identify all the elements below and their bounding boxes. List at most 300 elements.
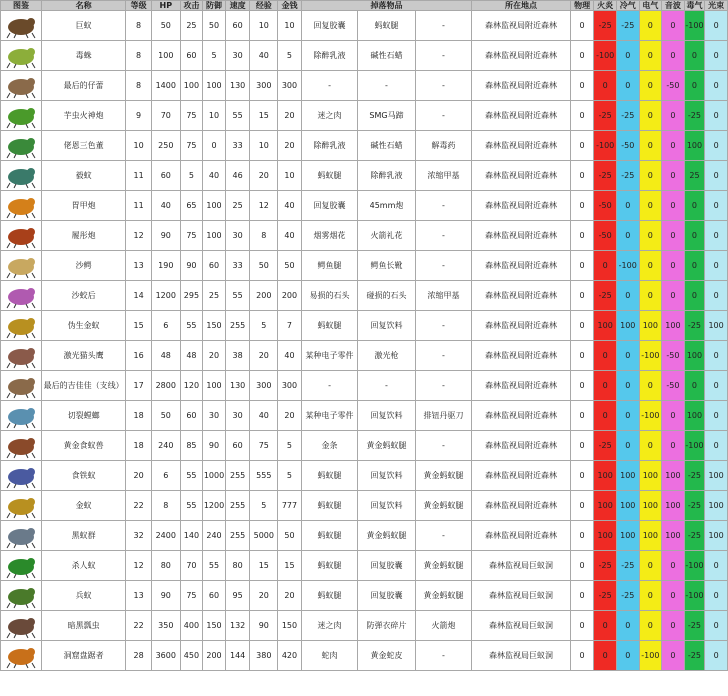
- level-cell: 18: [126, 401, 152, 431]
- drop-3-cell: 黄金蚂蚁腿: [415, 551, 471, 581]
- sonic-resist-cell: 0: [662, 11, 685, 41]
- drop-3-cell: -: [415, 221, 471, 251]
- drop-2-cell: SMG马蹄: [358, 101, 416, 131]
- drop-3-cell: -: [415, 101, 471, 131]
- name-cell: 食铁蚁: [42, 461, 126, 491]
- physical-resist-cell: 0: [570, 281, 594, 311]
- location-cell: 森林监视局巨蚁洞: [472, 641, 571, 671]
- sonic-resist-cell: 0: [662, 551, 685, 581]
- drop-2-cell: 45mm炮: [358, 191, 416, 221]
- fire-resist-cell: -25: [594, 581, 617, 611]
- poison-resist-cell: -100: [684, 11, 705, 41]
- exp-cell: 75: [250, 431, 278, 461]
- light-resist-cell: 0: [705, 191, 728, 221]
- hp-cell: 2400: [151, 521, 180, 551]
- defense-cell: 100: [203, 221, 226, 251]
- sonic-resist-cell: 100: [662, 491, 685, 521]
- physical-resist-cell: 0: [570, 251, 594, 281]
- table-row: [1, 281, 728, 311]
- drop-1-cell: 蚂蚁腿: [301, 311, 357, 341]
- armor-snail-icon: [4, 193, 38, 219]
- electric-resist-cell: 0: [639, 191, 662, 221]
- drop-2-cell: -: [358, 371, 416, 401]
- gold-cell: 20: [278, 131, 302, 161]
- drop-3-cell: -: [415, 251, 471, 281]
- defense-cell: 100: [203, 191, 226, 221]
- fire-resist-cell: 0: [594, 71, 617, 101]
- drop-2-cell: 黄金蚂蚁腿: [358, 521, 416, 551]
- drop-3-cell: 黄金蚂蚁腿: [415, 491, 471, 521]
- attack-cell: 70: [180, 551, 203, 581]
- col-header-light: 光束: [705, 1, 728, 11]
- table-row: [1, 131, 728, 161]
- portrait-cell: [1, 581, 42, 611]
- hp-cell: 1200: [151, 281, 180, 311]
- location-cell: 森林监视局附近森林: [472, 251, 571, 281]
- drop-1-cell: 蚂蚁腿: [301, 161, 357, 191]
- drop-2-cell: 回复饮料: [358, 401, 416, 431]
- defense-cell: 150: [203, 311, 226, 341]
- light-resist-cell: 0: [705, 251, 728, 281]
- col-header-cold: 冷气: [616, 1, 639, 11]
- sonic-resist-cell: 0: [662, 161, 685, 191]
- electric-resist-cell: 100: [639, 461, 662, 491]
- electric-resist-cell: 0: [639, 71, 662, 101]
- gold-cell: 40: [278, 341, 302, 371]
- col-header-poison: 毒气: [684, 1, 705, 11]
- gold-cell: 10: [278, 161, 302, 191]
- header-row: [1, 1, 728, 11]
- drop-1-cell: 易损的石头: [301, 281, 357, 311]
- level-cell: 8: [126, 41, 152, 71]
- attack-cell: 60: [180, 41, 203, 71]
- hp-cell: 250: [151, 131, 180, 161]
- table-row: [1, 311, 728, 341]
- defense-cell: 60: [203, 251, 226, 281]
- fire-resist-cell: -100: [594, 41, 617, 71]
- physical-resist-cell: 0: [570, 461, 594, 491]
- fire-resist-cell: -25: [594, 431, 617, 461]
- sonic-resist-cell: 0: [662, 131, 685, 161]
- col-header-sonic: 音波: [662, 1, 685, 11]
- level-cell: 13: [126, 581, 152, 611]
- poison-resist-cell: -25: [684, 491, 705, 521]
- portrait-cell: [1, 251, 42, 281]
- light-resist-cell: 0: [705, 41, 728, 71]
- light-resist-cell: 0: [705, 11, 728, 41]
- poison-resist-cell: -25: [684, 611, 705, 641]
- exp-cell: 10: [250, 11, 278, 41]
- attack-cell: 55: [180, 491, 203, 521]
- level-cell: 15: [126, 311, 152, 341]
- poison-resist-cell: 0: [684, 371, 705, 401]
- physical-resist-cell: 0: [570, 191, 594, 221]
- name-cell: 切裂螳螂: [42, 401, 126, 431]
- physical-resist-cell: 0: [570, 641, 594, 671]
- speed-cell: 25: [225, 191, 250, 221]
- name-cell: 巨蚁: [42, 11, 126, 41]
- drop-2-cell: 防弹衣碎片: [358, 611, 416, 641]
- fire-resist-cell: -25: [594, 551, 617, 581]
- cold-resist-cell: 0: [616, 641, 639, 671]
- name-cell: 毅蚊: [42, 161, 126, 191]
- drop-2-cell: 黄金蛇皮: [358, 641, 416, 671]
- drop-2-cell: 碰损的石头: [358, 281, 416, 311]
- name-cell: 金蚁: [42, 491, 126, 521]
- gold-cell: 20: [278, 581, 302, 611]
- gold-ant-icon: [4, 493, 38, 519]
- attack-cell: 120: [180, 371, 203, 401]
- level-cell: 11: [126, 161, 152, 191]
- drop-3-cell: 排钮丹驱刀: [415, 401, 471, 431]
- sonic-resist-cell: -50: [662, 71, 685, 101]
- fire-resist-cell: -25: [594, 161, 617, 191]
- portrait-cell: [1, 461, 42, 491]
- cold-resist-cell: -50: [616, 131, 639, 161]
- exp-cell: 40: [250, 401, 278, 431]
- col-header-fire: 火炎: [594, 1, 617, 11]
- speed-cell: 30: [225, 221, 250, 251]
- location-cell: 森林监视局巨蚁洞: [472, 581, 571, 611]
- hp-cell: 80: [151, 551, 180, 581]
- electric-resist-cell: 0: [639, 581, 662, 611]
- level-cell: 11: [126, 191, 152, 221]
- laser-eagle-icon: [4, 343, 38, 369]
- dark-bug-icon: [4, 613, 38, 639]
- sonic-resist-cell: 0: [662, 431, 685, 461]
- gold-cell: 10: [278, 11, 302, 41]
- light-resist-cell: 100: [705, 461, 728, 491]
- attack-cell: 75: [180, 101, 203, 131]
- drop-1-cell: 某种电子零件: [301, 401, 357, 431]
- drop-1-cell: 迷之肉: [301, 101, 357, 131]
- col-header-electric: 电气: [639, 1, 662, 11]
- portrait-cell: [1, 71, 42, 101]
- poison-spider-icon: [4, 43, 38, 69]
- poison-resist-cell: 0: [684, 71, 705, 101]
- level-cell: 13: [126, 251, 152, 281]
- poison-resist-cell: 0: [684, 251, 705, 281]
- ant-swarm-icon: [4, 523, 38, 549]
- hp-cell: 70: [151, 101, 180, 131]
- portrait-cell: [1, 401, 42, 431]
- gold-cell: 200: [278, 281, 302, 311]
- attack-cell: 75: [180, 581, 203, 611]
- defense-cell: 100: [203, 371, 226, 401]
- speed-cell: 255: [225, 461, 250, 491]
- poison-resist-cell: 0: [684, 191, 705, 221]
- attack-cell: 450: [180, 641, 203, 671]
- level-cell: 28: [126, 641, 152, 671]
- table-row: [1, 461, 728, 491]
- hp-cell: 3600: [151, 641, 180, 671]
- cold-resist-cell: 100: [616, 491, 639, 521]
- speed-cell: 46: [225, 161, 250, 191]
- fake-gold-ant-icon: [4, 313, 38, 339]
- attack-cell: 90: [180, 251, 203, 281]
- cold-resist-cell: 0: [616, 41, 639, 71]
- sonic-resist-cell: 0: [662, 101, 685, 131]
- location-cell: 森林监视局附近森林: [472, 521, 571, 551]
- electric-resist-cell: 0: [639, 611, 662, 641]
- ant-lion-icon: [4, 13, 38, 39]
- poison-resist-cell: -100: [684, 581, 705, 611]
- fire-resist-cell: 0: [594, 641, 617, 671]
- level-cell: 16: [126, 341, 152, 371]
- drop-2-cell: 火箭礼花: [358, 221, 416, 251]
- fire-resist-cell: -25: [594, 281, 617, 311]
- gold-cell: 300: [278, 71, 302, 101]
- light-resist-cell: 0: [705, 371, 728, 401]
- poison-resist-cell: 0: [684, 281, 705, 311]
- hp-cell: 240: [151, 431, 180, 461]
- exp-cell: 10: [250, 131, 278, 161]
- light-resist-cell: 100: [705, 311, 728, 341]
- light-resist-cell: 0: [705, 401, 728, 431]
- drop-2-cell: 蚂蚁腿: [358, 11, 416, 41]
- col-header-name: 名称: [42, 1, 126, 11]
- cold-resist-cell: 100: [616, 461, 639, 491]
- attack-cell: 5: [180, 161, 203, 191]
- sonic-resist-cell: 0: [662, 41, 685, 71]
- drop-1-cell: 蚂蚁腿: [301, 581, 357, 611]
- exp-cell: 5000: [250, 521, 278, 551]
- drop-2-cell: 回复饮料: [358, 491, 416, 521]
- sonic-resist-cell: 0: [662, 281, 685, 311]
- speed-cell: 255: [225, 311, 250, 341]
- physical-resist-cell: 0: [570, 581, 594, 611]
- soldier-ant-icon: [4, 583, 38, 609]
- drop-2-cell: -: [358, 71, 416, 101]
- light-resist-cell: 0: [705, 581, 728, 611]
- attack-cell: 65: [180, 191, 203, 221]
- speed-cell: 60: [225, 431, 250, 461]
- name-cell: 最后的仔蕾: [42, 71, 126, 101]
- drop-3-cell: -: [415, 311, 471, 341]
- fire-resist-cell: 0: [594, 371, 617, 401]
- location-cell: 森林监视局附近森林: [472, 281, 571, 311]
- drop-3-cell: -: [415, 41, 471, 71]
- cold-resist-cell: 0: [616, 611, 639, 641]
- name-cell: 黄金食蚁兽: [42, 431, 126, 461]
- light-resist-cell: 0: [705, 101, 728, 131]
- cold-resist-cell: 0: [616, 281, 639, 311]
- poison-resist-cell: -100: [684, 551, 705, 581]
- level-cell: 14: [126, 281, 152, 311]
- drop-1-cell: 烟雾烟花: [301, 221, 357, 251]
- exp-cell: 300: [250, 71, 278, 101]
- speed-cell: 30: [225, 401, 250, 431]
- exp-cell: 50: [250, 251, 278, 281]
- poison-resist-cell: -25: [684, 101, 705, 131]
- fire-resist-cell: 0: [594, 341, 617, 371]
- cold-resist-cell: 0: [616, 401, 639, 431]
- location-cell: 森林监视局附近森林: [472, 11, 571, 41]
- physical-resist-cell: 0: [570, 101, 594, 131]
- name-cell: 兵蚁: [42, 581, 126, 611]
- table-row: [1, 101, 728, 131]
- green-golem-icon: [4, 133, 38, 159]
- level-cell: 10: [126, 131, 152, 161]
- light-resist-cell: 0: [705, 221, 728, 251]
- physical-resist-cell: 0: [570, 161, 594, 191]
- hp-cell: 190: [151, 251, 180, 281]
- electric-resist-cell: 100: [639, 311, 662, 341]
- portrait-cell: [1, 521, 42, 551]
- physical-resist-cell: 0: [570, 341, 594, 371]
- light-resist-cell: 0: [705, 611, 728, 641]
- name-cell: 沙蛟后: [42, 281, 126, 311]
- defense-cell: 5: [203, 41, 226, 71]
- physical-resist-cell: 0: [570, 521, 594, 551]
- speed-cell: 30: [225, 41, 250, 71]
- col-header-defense: 防御: [203, 1, 226, 11]
- exp-cell: 5: [250, 491, 278, 521]
- drop-3-cell: 浓缩甲基: [415, 281, 471, 311]
- exp-cell: 20: [250, 581, 278, 611]
- speed-cell: 33: [225, 131, 250, 161]
- fire-resist-cell: -50: [594, 191, 617, 221]
- crab-icon: [4, 223, 38, 249]
- electric-resist-cell: 100: [639, 491, 662, 521]
- physical-resist-cell: 0: [570, 431, 594, 461]
- gold-cell: 300: [278, 371, 302, 401]
- defense-cell: 240: [203, 521, 226, 551]
- light-resist-cell: 0: [705, 341, 728, 371]
- drop-3-cell: -: [415, 71, 471, 101]
- location-cell: 森林监视局附近森林: [472, 131, 571, 161]
- physical-resist-cell: 0: [570, 611, 594, 641]
- level-cell: 20: [126, 461, 152, 491]
- fire-resist-cell: 0: [594, 611, 617, 641]
- level-cell: 12: [126, 221, 152, 251]
- cyber-mantis-icon: [4, 403, 38, 429]
- table-row: [1, 401, 728, 431]
- exp-cell: 20: [250, 341, 278, 371]
- drop-2-cell: 激光枪: [358, 341, 416, 371]
- level-cell: 8: [126, 11, 152, 41]
- cave-coil-icon: [4, 643, 38, 669]
- drop-1-cell: 回复胶囊: [301, 11, 357, 41]
- drop-3-cell: -: [415, 521, 471, 551]
- table-row: [1, 221, 728, 251]
- speed-cell: 60: [225, 11, 250, 41]
- poison-resist-cell: 0: [684, 41, 705, 71]
- gold-cell: 5: [278, 41, 302, 71]
- light-resist-cell: 100: [705, 491, 728, 521]
- hp-cell: 8: [151, 491, 180, 521]
- gold-cell: 777: [278, 491, 302, 521]
- drop-1-cell: -: [301, 71, 357, 101]
- fire-resist-cell: -25: [594, 11, 617, 41]
- defense-cell: 150: [203, 611, 226, 641]
- table-row: [1, 251, 728, 281]
- sonic-resist-cell: 100: [662, 521, 685, 551]
- attack-cell: 100: [180, 71, 203, 101]
- name-cell: 暗黑瓢虫: [42, 611, 126, 641]
- physical-resist-cell: 0: [570, 311, 594, 341]
- cold-resist-cell: 0: [616, 71, 639, 101]
- exp-cell: 15: [250, 101, 278, 131]
- iron-ant-icon: [4, 463, 38, 489]
- exp-cell: 90: [250, 611, 278, 641]
- speed-cell: 144: [225, 641, 250, 671]
- defense-cell: 1000: [203, 461, 226, 491]
- defense-cell: 200: [203, 641, 226, 671]
- exp-cell: 20: [250, 161, 278, 191]
- electric-resist-cell: 100: [639, 521, 662, 551]
- drop-3-cell: -: [415, 431, 471, 461]
- cold-resist-cell: -100: [616, 251, 639, 281]
- fire-resist-cell: 0: [594, 251, 617, 281]
- portrait-cell: [1, 371, 42, 401]
- poison-resist-cell: 100: [684, 131, 705, 161]
- light-resist-cell: 0: [705, 641, 728, 671]
- name-cell: 履彤炮: [42, 221, 126, 251]
- location-cell: 森林监视局附近森林: [472, 491, 571, 521]
- portrait-cell: [1, 611, 42, 641]
- level-cell: 32: [126, 521, 152, 551]
- attack-cell: 85: [180, 431, 203, 461]
- physical-resist-cell: 0: [570, 221, 594, 251]
- hp-cell: 1400: [151, 71, 180, 101]
- level-cell: 22: [126, 611, 152, 641]
- killer-ant-icon: [4, 553, 38, 579]
- name-cell: 洞窟盘踞者: [42, 641, 126, 671]
- drop-1-cell: 除醉乳液: [301, 131, 357, 161]
- gold-cell: 50: [278, 251, 302, 281]
- poison-resist-cell: -100: [684, 431, 705, 461]
- defense-cell: 60: [203, 581, 226, 611]
- cold-resist-cell: 0: [616, 431, 639, 461]
- name-cell: 芋虫火神炮: [42, 101, 126, 131]
- portrait-cell: [1, 101, 42, 131]
- cold-resist-cell: -25: [616, 551, 639, 581]
- speed-cell: 130: [225, 371, 250, 401]
- electric-resist-cell: 0: [639, 41, 662, 71]
- cold-resist-cell: -25: [616, 11, 639, 41]
- col-header-exp: 经验: [250, 1, 278, 11]
- sonic-resist-cell: 0: [662, 641, 685, 671]
- fire-resist-cell: 0: [594, 401, 617, 431]
- table-row: [1, 371, 728, 401]
- drop-3-cell: 解毒药: [415, 131, 471, 161]
- gold-cell: 15: [278, 551, 302, 581]
- physical-resist-cell: 0: [570, 41, 594, 71]
- light-resist-cell: 0: [705, 131, 728, 161]
- poison-resist-cell: 0: [684, 221, 705, 251]
- location-cell: 森林监视局附近森林: [472, 311, 571, 341]
- cold-resist-cell: 0: [616, 371, 639, 401]
- drop-3-cell: 火箭炮: [415, 611, 471, 641]
- exp-cell: 12: [250, 191, 278, 221]
- light-resist-cell: 0: [705, 431, 728, 461]
- location-cell: 森林监视局附近森林: [472, 431, 571, 461]
- fire-resist-cell: 100: [594, 311, 617, 341]
- poison-resist-cell: 100: [684, 341, 705, 371]
- hp-cell: 6: [151, 311, 180, 341]
- hp-cell: 100: [151, 41, 180, 71]
- exp-cell: 555: [250, 461, 278, 491]
- location-cell: 森林监视局附近森林: [472, 371, 571, 401]
- exp-cell: 5: [250, 311, 278, 341]
- fire-resist-cell: -50: [594, 221, 617, 251]
- cold-resist-cell: 100: [616, 521, 639, 551]
- col-header-speed: 速度: [225, 1, 250, 11]
- hp-cell: 50: [151, 11, 180, 41]
- drop-1-cell: 蚂蚁腿: [301, 551, 357, 581]
- electric-resist-cell: 0: [639, 431, 662, 461]
